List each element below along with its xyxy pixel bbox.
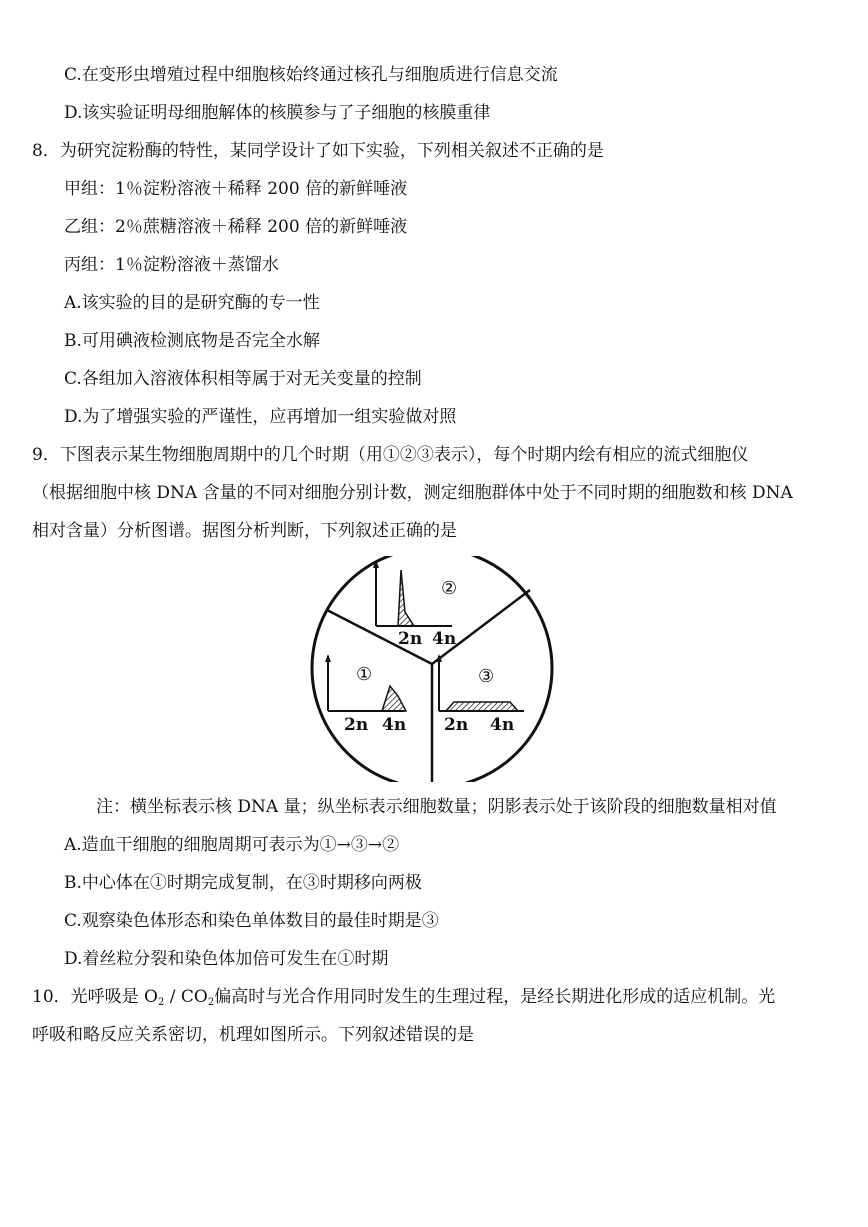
option-9c: C.观察染色体形态和染色单体数目的最佳时期是③ xyxy=(64,911,439,931)
axis-label-4n: 4n xyxy=(432,629,457,649)
q10-subscript: 2 xyxy=(157,997,165,1008)
option-8c: C.各组加入溶液体积相等属于对无关变量的控制 xyxy=(64,369,422,389)
group-bing: 丙组：1％淀粉溶液＋蒸馏水 xyxy=(64,255,279,275)
option-9a: A.造血干细胞的细胞周期可表示为①→③→② xyxy=(64,835,400,855)
axis-label-2n: 2n xyxy=(344,715,369,735)
figure-note: 注：横坐标表示核 DNA 量；纵坐标表示细胞数量；阴影表示处于该阶段的细胞数量相对值 xyxy=(96,797,777,817)
question-8: 8．为研究淀粉酶的特性，某同学设计了如下实验，下列相关叙述不正确的是 xyxy=(32,141,604,161)
q10-subscript: 2 xyxy=(207,997,215,1008)
histogram-peak xyxy=(382,686,406,711)
phase-label-2: ② xyxy=(441,578,458,599)
option-9b: B.中心体在①时期完成复制，在③时期移向两极 xyxy=(64,873,422,893)
q10-text-c: 偏高时与光合作用同时发生的生理过程，是经长期进化形成的适应机制。光 xyxy=(214,987,776,1007)
histogram-phase-2 xyxy=(373,560,457,649)
option-7c: C.在变形虫增殖过程中细胞核始终通过核孔与细胞质进行信息交流 xyxy=(64,65,558,85)
group-jia: 甲组：1％淀粉溶液＋稀释 200 倍的新鲜唾液 xyxy=(64,179,408,199)
histogram-plateau xyxy=(446,702,518,711)
question-9-line2: （根据细胞中核 DNA 含量的不同对细胞分别计数，测定细胞群体中处于不同时期的细胞数和核 DNA xyxy=(32,483,793,503)
option-7d: D.该实验证明母细胞解体的核膜参与了子细胞的核膜重律 xyxy=(64,103,491,123)
group-yi: 乙组：2％蔗糖溶液＋稀释 200 倍的新鲜唾液 xyxy=(64,217,408,237)
option-8d: D.为了增强实验的严谨性，应再增加一组实验做对照 xyxy=(64,407,457,427)
q10-text-a: 10．光呼吸是 O xyxy=(32,987,158,1007)
option-8b: B.可用碘液检测底物是否完全水解 xyxy=(64,331,320,351)
cell-cycle-diagram xyxy=(304,556,560,782)
q10-text-b: / CO xyxy=(164,987,208,1007)
axis-label-4n: 4n xyxy=(382,715,407,735)
axis-label-4n: 4n xyxy=(490,715,515,735)
question-9-line3: 相对含量）分析图谱。据图分析判断，下列叙述正确的是 xyxy=(32,521,457,541)
option-8a: A.该实验的目的是研究酶的专一性 xyxy=(64,293,320,313)
histogram-peak xyxy=(390,570,414,626)
phase-label-1: ① xyxy=(356,664,373,685)
question-9-line1: 9．下图表示某生物细胞周期中的几个时期（用①②③表示），每个时期内绘有相应的流式细胞仪 xyxy=(32,445,749,465)
axis-label-2n: 2n xyxy=(444,715,469,735)
histogram-phase-3 xyxy=(436,654,524,735)
question-10-line1 xyxy=(32,985,775,1015)
cell-cycle-figure xyxy=(304,556,560,782)
histogram-phase-1 xyxy=(325,654,406,735)
option-9d: D.着丝粒分裂和染色体加倍可发生在①时期 xyxy=(64,949,389,969)
axis-label-2n: 2n xyxy=(398,629,423,649)
question-10-line2: 呼吸和略反应关系密切，机理如图所示。下列叙述错误的是 xyxy=(32,1025,474,1045)
phase-label-3: ③ xyxy=(478,666,495,687)
